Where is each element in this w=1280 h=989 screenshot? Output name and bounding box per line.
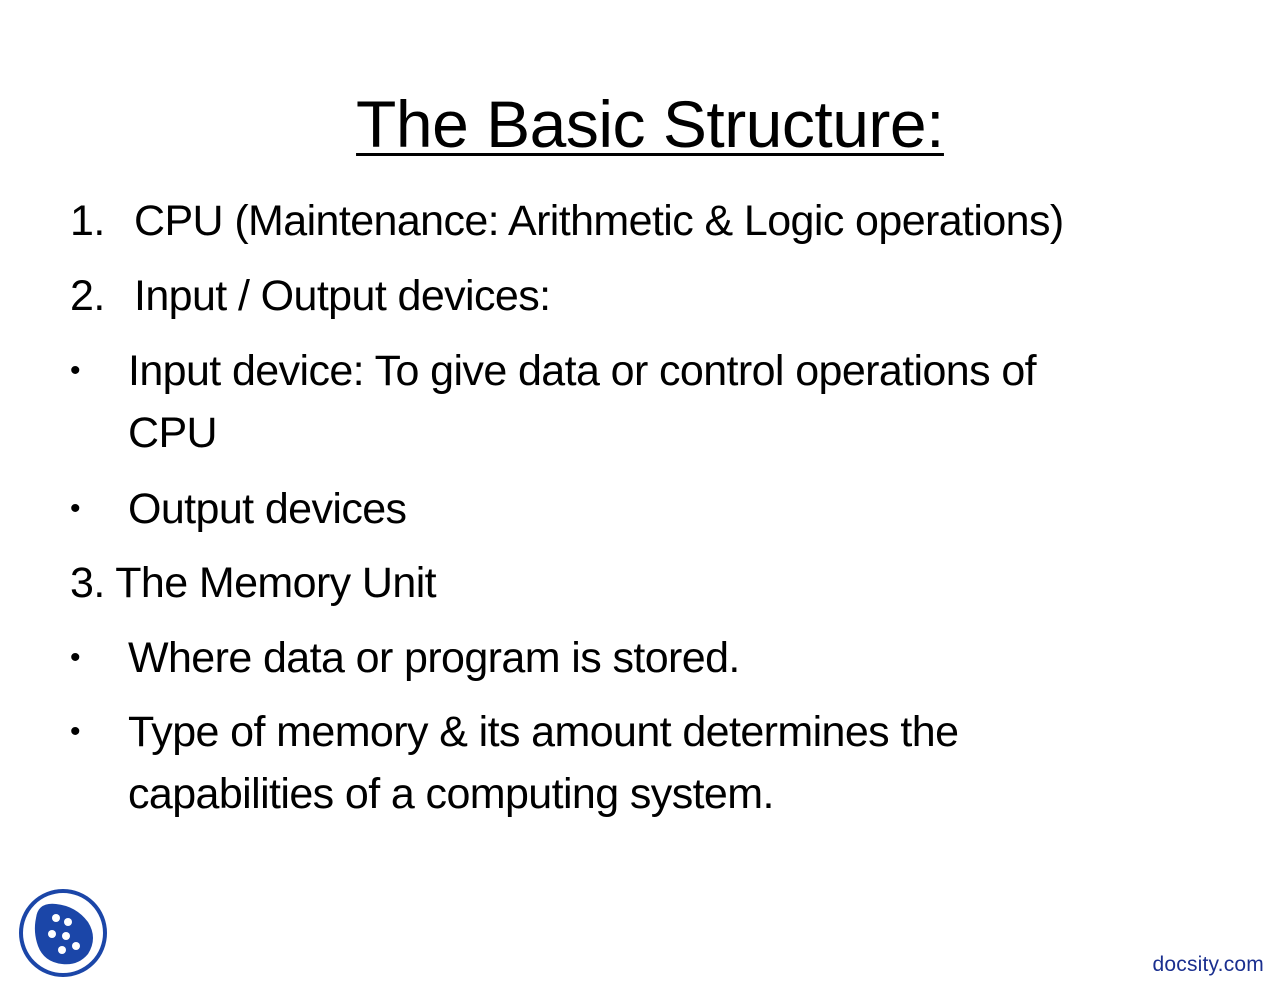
bullet-text: Output devices	[128, 485, 407, 533]
list-item-text: CPU (Maintenance: Arithmetic & Logic operations)	[134, 197, 1064, 245]
bullet-marker: •	[70, 492, 80, 525]
docsity-logo-icon	[18, 888, 108, 978]
bullet-text-line1: Input device: To give data or control operations of	[128, 347, 1037, 395]
bullet-text-line1: Type of memory & its amount determines the	[128, 708, 959, 756]
bullet-marker: •	[70, 354, 80, 387]
bullet-marker: •	[70, 641, 80, 674]
docsity-brand-text: docsity.com	[1152, 953, 1264, 976]
list-marker: 3.	[70, 559, 105, 607]
list-item-text: Input / Output devices:	[134, 272, 551, 320]
list-item-text: The Memory Unit	[115, 559, 436, 607]
bullet-text: Where data or program is stored.	[128, 634, 740, 682]
list-item-io-devices	[70, 265, 550, 327]
list-marker: 1.	[70, 197, 105, 245]
list-item-cpu	[70, 190, 1064, 252]
list-marker: 2.	[70, 272, 105, 320]
slide-title: The Basic Structure:	[356, 87, 944, 161]
bullet-marker: •	[70, 715, 80, 748]
bullet-text-line2: CPU	[128, 409, 217, 457]
bullet-text-line2: capabilities of a computing system.	[128, 770, 774, 818]
list-item-memory-unit	[70, 552, 436, 614]
